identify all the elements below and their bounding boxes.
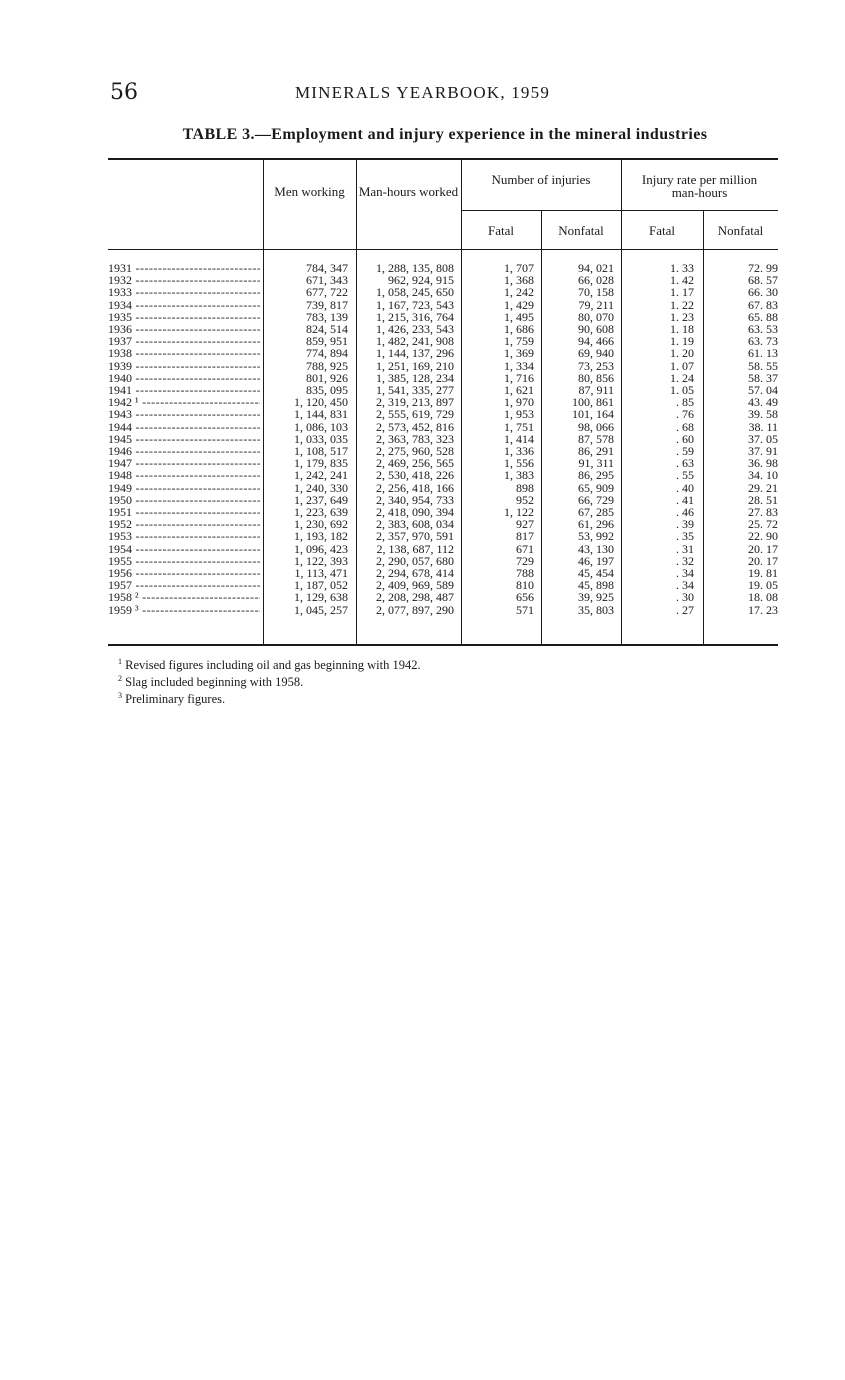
cell-rate-fatal: . 55 [676, 468, 694, 483]
cell-fatal: 1, 368 [504, 273, 534, 288]
cell-nonfatal: 43, 130 [578, 541, 614, 556]
cell-rate-nonfatal: 68. 57 [748, 273, 778, 288]
cell-year: 1959 ³ ----- [108, 604, 260, 616]
cell-rate-nonfatal: 37. 05 [748, 431, 778, 446]
cell-year: 1953 ----- [108, 530, 260, 542]
header-man-hours: Man-hours worked [358, 184, 459, 199]
table-row [108, 384, 778, 396]
cell-rate-fatal: . 41 [676, 492, 694, 507]
cell-fatal: 656 [516, 590, 534, 605]
cell-nonfatal: 80, 856 [578, 370, 614, 385]
cell-fatal: 1, 383 [504, 468, 534, 483]
cell-nonfatal: 98, 066 [578, 419, 614, 434]
footnotes [118, 655, 421, 706]
cell-year: 1932 ----- [108, 274, 260, 286]
cell-year: 1955 ----- [108, 555, 260, 567]
table-row [108, 469, 778, 481]
cell-fatal: 817 [516, 529, 534, 544]
cell-hours: 2, 573, 452, 816 [376, 419, 454, 434]
cell-rate-nonfatal: 36. 98 [748, 456, 778, 471]
table-row [108, 457, 778, 469]
cell-rate-nonfatal: 61. 13 [748, 346, 778, 361]
cell-rate-nonfatal: 39. 58 [748, 407, 778, 422]
cell-fatal: 1, 953 [504, 407, 534, 422]
cell-rate-nonfatal: 20. 17 [748, 553, 778, 568]
cell-rate-fatal: . 40 [676, 480, 694, 495]
table-row [108, 433, 778, 445]
cell-men: 677, 722 [306, 285, 348, 300]
cell-hours: 2, 555, 619, 729 [376, 407, 454, 422]
top-rule [108, 158, 778, 160]
cell-year: 1946 ----- [108, 445, 260, 457]
cell-year: 1957 ----- [108, 579, 260, 591]
cell-nonfatal: 73, 253 [578, 358, 614, 373]
cell-year: 1941 ----- [108, 384, 260, 396]
cell-fatal: 1, 751 [504, 419, 534, 434]
table-row [108, 555, 778, 567]
cell-hours: 1, 144, 137, 296 [376, 346, 454, 361]
cell-rate-fatal: . 32 [676, 553, 694, 568]
cell-hours: 2, 294, 678, 414 [376, 566, 454, 580]
cell-rate-nonfatal: 58. 55 [748, 358, 778, 373]
header-number-of-injuries: Number of injuries [491, 172, 591, 187]
cell-nonfatal: 91, 311 [578, 456, 614, 471]
cell-rate-fatal: 1. 24 [670, 370, 694, 385]
cell-nonfatal: 101, 164 [572, 407, 614, 422]
cell-year: 1936 ----- [108, 323, 260, 335]
cell-rate-fatal: . 39 [676, 517, 694, 532]
cell-hours: 2, 383, 608, 034 [376, 517, 454, 532]
cell-year: 1952 ----- [108, 518, 260, 530]
cell-year: 1933 ----- [108, 286, 260, 298]
cell-hours: 1, 482, 241, 908 [376, 334, 454, 349]
cell-fatal: 571 [516, 602, 534, 617]
cell-hours: 2, 469, 256, 565 [376, 456, 454, 471]
cell-men: 1, 242, 241 [294, 468, 348, 483]
cell-men: 1, 179, 835 [294, 456, 348, 471]
cell-year: 1950 ----- [108, 494, 260, 506]
table-row [108, 299, 778, 311]
cell-fatal: 898 [516, 480, 534, 495]
cell-rate-fatal: . 34 [676, 578, 694, 593]
cell-nonfatal: 67, 285 [578, 505, 614, 519]
table-row [108, 543, 778, 555]
cell-fatal: 810 [516, 578, 534, 593]
cell-rate-nonfatal: 57. 04 [748, 383, 778, 397]
cell-hours: 1, 167, 723, 543 [376, 297, 454, 312]
cell-hours: 2, 363, 783, 323 [376, 431, 454, 446]
table-row [108, 604, 778, 616]
table-row [108, 262, 778, 274]
cell-men: 1, 144, 831 [294, 407, 348, 422]
cell-men: 1, 045, 257 [294, 602, 348, 617]
cell-men: 1, 108, 517 [294, 444, 348, 458]
cell-year: 1943 ----- [108, 408, 260, 420]
cell-fatal: 927 [516, 517, 534, 532]
cell-rate-fatal: . 30 [676, 590, 694, 605]
table-row [108, 482, 778, 494]
footnote-mark: 2 [118, 674, 122, 684]
header-rate-fatal: Fatal [649, 223, 675, 238]
running-head: MINERALS YEARBOOK, 1959 [294, 83, 551, 102]
cell-men: 1, 193, 182 [294, 529, 348, 544]
cell-fatal: 1, 369 [504, 346, 534, 361]
cell-hours: 1, 288, 135, 808 [376, 261, 454, 275]
cell-rate-nonfatal: 63. 73 [748, 334, 778, 349]
cell-rate-nonfatal: 19. 05 [748, 578, 778, 593]
cell-nonfatal: 69, 940 [578, 346, 614, 361]
cell-men: 859, 951 [306, 334, 348, 349]
cell-rate-fatal: 1. 07 [670, 358, 694, 373]
cell-rate-nonfatal: 18. 08 [748, 590, 778, 605]
cell-hours: 2, 275, 960, 528 [376, 444, 454, 458]
cell-rate-nonfatal: 43. 49 [748, 395, 778, 410]
cell-nonfatal: 45, 898 [578, 578, 614, 593]
header-men-working: Men working [274, 184, 345, 199]
cell-fatal: 1, 686 [504, 322, 534, 336]
cell-hours: 1, 251, 169, 210 [376, 358, 454, 373]
cell-men: 784, 347 [306, 261, 348, 275]
cell-year: 1948 ----- [108, 469, 260, 481]
header-injury-rate: Injury rate per million man-hours [641, 172, 758, 200]
cell-hours: 2, 418, 090, 394 [376, 505, 454, 519]
table-row [108, 518, 778, 530]
cell-rate-fatal: 1. 23 [670, 309, 694, 324]
cell-rate-fatal: 1. 22 [670, 297, 694, 312]
table-row [108, 396, 778, 408]
cell-nonfatal: 87, 578 [578, 431, 614, 446]
group-header-rule [461, 210, 778, 211]
cell-rate-nonfatal: 67. 83 [748, 297, 778, 312]
cell-men: 788, 925 [306, 358, 348, 373]
cell-men: 1, 086, 103 [294, 419, 348, 434]
cell-hours: 2, 208, 298, 487 [376, 590, 454, 605]
page-number: 56 [110, 80, 138, 105]
cell-year: 1934 ----- [108, 299, 260, 311]
cell-nonfatal: 66, 028 [578, 273, 614, 288]
cell-rate-fatal: 1. 33 [670, 261, 694, 275]
cell-rate-fatal: . 85 [676, 395, 694, 410]
cell-fatal: 1, 334 [504, 358, 534, 373]
footnote-mark: 1 [118, 657, 122, 666]
cell-fatal: 1, 707 [504, 261, 534, 275]
bottom-rule [108, 644, 778, 646]
cell-year: 1942 ¹ ----- [108, 396, 260, 408]
cell-men: 1, 129, 638 [294, 590, 348, 605]
cell-fatal: 788 [516, 566, 534, 580]
cell-year: 1935 ----- [108, 311, 260, 323]
table-row [108, 323, 778, 335]
cell-nonfatal: 100, 861 [572, 395, 614, 410]
cell-nonfatal: 79, 211 [578, 297, 614, 312]
cell-rate-nonfatal: 66. 30 [748, 285, 778, 300]
cell-year: 1939 ----- [108, 360, 260, 372]
table-row [108, 445, 778, 457]
table-row [108, 567, 778, 579]
cell-rate-nonfatal: 25. 72 [748, 517, 778, 532]
cell-fatal: 1, 414 [504, 431, 534, 446]
cell-rate-nonfatal: 37. 91 [748, 444, 778, 458]
cell-men: 1, 096, 423 [294, 541, 348, 556]
table-row [108, 408, 778, 420]
table-row [108, 347, 778, 359]
table-row [108, 591, 778, 603]
cell-fatal: 1, 242 [504, 285, 534, 300]
cell-rate-fatal: 1. 17 [670, 285, 694, 300]
cell-rate-fatal: . 76 [676, 407, 694, 422]
cell-rate-fatal: . 59 [676, 444, 694, 458]
cell-men: 1, 113, 471 [294, 566, 348, 580]
table-row [108, 335, 778, 347]
cell-rate-nonfatal: 22. 90 [748, 529, 778, 544]
table-row [108, 274, 778, 286]
cell-rate-fatal: 1. 19 [670, 334, 694, 349]
table-row [108, 530, 778, 542]
cell-nonfatal: 86, 291 [578, 444, 614, 458]
cell-fatal: 952 [516, 492, 534, 507]
cell-men: 835, 095 [306, 383, 348, 397]
cell-year: 1949 ----- [108, 482, 260, 494]
cell-hours: 2, 319, 213, 897 [376, 395, 454, 410]
cell-men: 1, 122, 393 [294, 553, 348, 568]
cell-men: 801, 926 [306, 370, 348, 385]
cell-hours: 2, 409, 969, 589 [376, 578, 454, 593]
header-fatal: Fatal [488, 223, 514, 238]
header-rate-nonfatal: Nonfatal [717, 223, 764, 238]
cell-fatal: 1, 759 [504, 334, 534, 349]
cell-year: 1954 ----- [108, 543, 260, 555]
cell-fatal: 1, 495 [504, 309, 534, 324]
cell-year: 1931 ----- [108, 262, 260, 274]
cell-men: 774, 894 [306, 346, 348, 361]
cell-men: 1, 223, 639 [294, 505, 348, 519]
cell-year: 1945 ----- [108, 433, 260, 445]
cell-men: 1, 120, 450 [294, 395, 348, 410]
cell-year: 1947 ----- [108, 457, 260, 469]
header-rule [108, 249, 778, 250]
table-row [108, 506, 778, 518]
cell-hours: 1, 058, 245, 650 [376, 285, 454, 300]
cell-nonfatal: 90, 608 [578, 322, 614, 336]
cell-fatal: 1, 122 [504, 505, 534, 519]
table-row [108, 579, 778, 591]
cell-men: 1, 230, 692 [294, 517, 348, 532]
footnote [118, 672, 421, 689]
cell-year: 1940 ----- [108, 372, 260, 384]
cell-rate-nonfatal: 28. 51 [748, 492, 778, 507]
cell-rate-nonfatal: 72. 99 [748, 261, 778, 275]
cell-rate-nonfatal: 19. 81 [748, 566, 778, 580]
cell-hours: 2, 077, 897, 290 [376, 602, 454, 617]
cell-nonfatal: 46, 197 [578, 553, 614, 568]
cell-fatal: 729 [516, 553, 534, 568]
cell-hours: 2, 138, 687, 112 [376, 541, 454, 556]
cell-rate-nonfatal: 29. 21 [748, 480, 778, 495]
cell-nonfatal: 94, 021 [578, 261, 614, 275]
cell-men: 824, 514 [306, 322, 348, 336]
cell-nonfatal: 39, 925 [578, 590, 614, 605]
cell-men: 1, 237, 649 [294, 492, 348, 507]
cell-rate-nonfatal: 65. 88 [748, 309, 778, 324]
cell-year: 1944 ----- [108, 421, 260, 433]
cell-rate-fatal: . 35 [676, 529, 694, 544]
cell-rate-nonfatal: 17. 23 [748, 602, 778, 617]
cell-year: 1938 ----- [108, 347, 260, 359]
cell-rate-nonfatal: 20. 17 [748, 541, 778, 556]
footnote-text: Slag included beginning with 1958. [125, 675, 304, 690]
table-row [108, 372, 778, 384]
cell-men: 671, 343 [306, 273, 348, 288]
cell-fatal: 671 [516, 541, 534, 556]
cell-year: 1956 ----- [108, 567, 260, 579]
cell-rate-fatal: 1. 20 [670, 346, 694, 361]
cell-nonfatal: 94, 466 [578, 334, 614, 349]
footnote-mark: 3 [118, 691, 122, 701]
cell-nonfatal: 87, 911 [578, 383, 614, 397]
cell-nonfatal: 80, 070 [578, 309, 614, 324]
cell-rate-nonfatal: 38. 11 [748, 419, 778, 434]
cell-hours: 2, 340, 954, 733 [376, 492, 454, 507]
cell-hours: 962, 924, 915 [388, 273, 454, 288]
table-row [108, 360, 778, 372]
cell-rate-fatal: . 27 [676, 602, 694, 617]
cell-year: 1951 ----- [108, 506, 260, 518]
cell-hours: 2, 256, 418, 166 [376, 480, 454, 495]
cell-nonfatal: 86, 295 [578, 468, 614, 483]
cell-rate-nonfatal: 58. 37 [748, 370, 778, 385]
cell-fatal: 1, 556 [504, 456, 534, 471]
cell-hours: 2, 290, 057, 680 [376, 553, 454, 568]
cell-hours: 1, 215, 316, 764 [376, 309, 454, 324]
cell-rate-fatal: . 60 [676, 431, 694, 446]
cell-nonfatal: 66, 729 [578, 492, 614, 507]
header-nonfatal: Nonfatal [558, 223, 604, 238]
cell-men: 1, 187, 052 [294, 578, 348, 593]
cell-nonfatal: 65, 909 [578, 480, 614, 495]
cell-men: 1, 033, 035 [294, 431, 348, 446]
cell-men: 739, 817 [306, 297, 348, 312]
table-title: TABLE 3.—Employment and injury experience in the mineral industries [182, 126, 708, 143]
cell-nonfatal: 35, 803 [578, 602, 614, 617]
table-row [108, 421, 778, 433]
cell-nonfatal: 53, 992 [578, 529, 614, 544]
footnote-text: Preliminary figures. [125, 692, 226, 707]
cell-hours: 2, 357, 970, 591 [376, 529, 454, 544]
cell-rate-fatal: 1. 05 [670, 383, 694, 397]
cell-fatal: 1, 970 [504, 395, 534, 410]
cell-men: 1, 240, 330 [294, 480, 348, 495]
cell-year: 1937 ----- [108, 335, 260, 347]
cell-hours: 2, 530, 418, 226 [376, 468, 454, 483]
cell-hours: 1, 541, 335, 277 [376, 383, 454, 397]
cell-rate-nonfatal: 34. 10 [748, 468, 778, 483]
cell-rate-fatal: . 63 [676, 456, 694, 471]
cell-fatal: 1, 621 [504, 383, 534, 397]
table-row [108, 286, 778, 298]
cell-men: 783, 139 [306, 309, 348, 324]
table-row [108, 494, 778, 506]
cell-hours: 1, 426, 233, 543 [376, 322, 454, 336]
cell-rate-fatal: . 34 [676, 566, 694, 580]
cell-fatal: 1, 336 [504, 444, 534, 458]
cell-nonfatal: 61, 296 [578, 517, 614, 532]
cell-nonfatal: 70, 158 [578, 285, 614, 300]
cell-rate-fatal: . 46 [676, 505, 694, 519]
footnote [118, 689, 421, 706]
cell-rate-fatal: . 31 [676, 541, 694, 556]
cell-year: 1958 ² ----- [108, 591, 260, 603]
table-row [108, 311, 778, 323]
cell-rate-nonfatal: 63. 53 [748, 322, 778, 336]
footnote-text: Revised figures including oil and gas beginning with 1942. [125, 658, 421, 673]
cell-rate-fatal: 1. 42 [670, 273, 694, 288]
cell-fatal: 1, 716 [504, 370, 534, 385]
footnote [118, 655, 421, 672]
cell-nonfatal: 45, 454 [578, 566, 614, 580]
cell-rate-fatal: . 68 [676, 419, 694, 434]
cell-rate-fatal: 1. 18 [670, 322, 694, 336]
cell-rate-nonfatal: 27. 83 [748, 505, 778, 519]
cell-fatal: 1, 429 [504, 297, 534, 312]
cell-hours: 1, 385, 128, 234 [376, 370, 454, 385]
